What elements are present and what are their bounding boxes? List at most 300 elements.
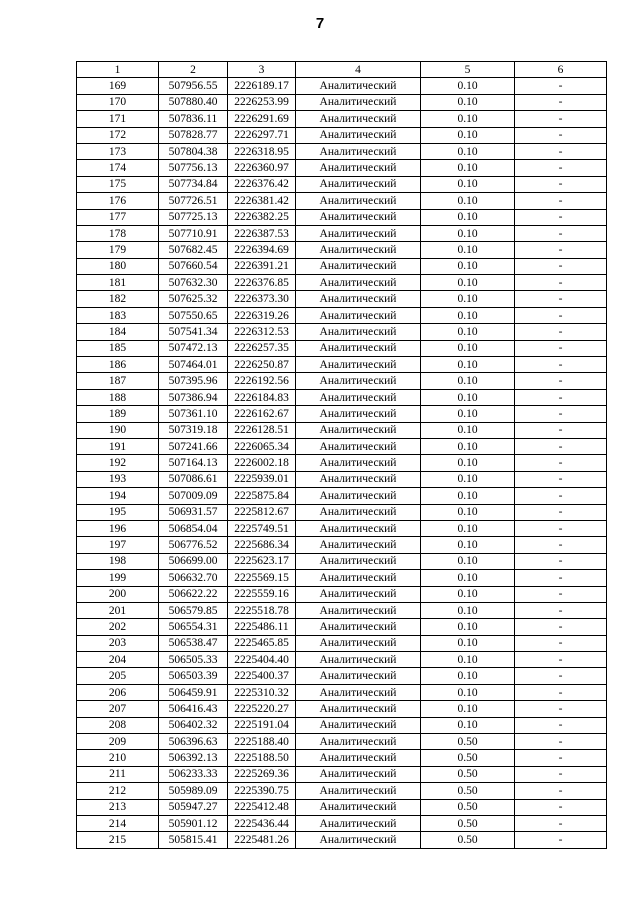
y-coordinate-cell: 2225481.26 <box>228 832 296 848</box>
table-row <box>77 750 607 766</box>
x-coordinate-cell: 507464.01 <box>159 357 228 373</box>
accuracy-cell: 0.10 <box>421 635 515 651</box>
table-row <box>77 734 607 750</box>
y-coordinate-cell: 2225559.16 <box>228 586 296 602</box>
table-row <box>77 537 607 553</box>
x-coordinate-cell: 507009.09 <box>159 488 228 504</box>
accuracy-cell: 0.10 <box>421 668 515 684</box>
table-row <box>77 701 607 717</box>
point-number-cell: 172 <box>77 127 159 143</box>
accuracy-cell: 0.10 <box>421 324 515 340</box>
x-coordinate-cell: 507319.18 <box>159 422 228 438</box>
remark-cell: - <box>515 717 607 733</box>
table-row <box>77 160 607 176</box>
point-number-cell: 190 <box>77 422 159 438</box>
y-coordinate-cell: 2225812.67 <box>228 504 296 520</box>
table-row <box>77 471 607 487</box>
point-number-cell: 199 <box>77 570 159 586</box>
column-header-5: 5 <box>421 62 515 78</box>
method-cell: Аналитический <box>296 111 421 127</box>
method-cell: Аналитический <box>296 225 421 241</box>
method-cell: Аналитический <box>296 291 421 307</box>
accuracy-cell: 0.10 <box>421 586 515 602</box>
table-row <box>77 832 607 848</box>
y-coordinate-cell: 2225404.40 <box>228 652 296 668</box>
accuracy-cell: 0.10 <box>421 340 515 356</box>
point-number-cell: 188 <box>77 389 159 405</box>
y-coordinate-cell: 2225188.40 <box>228 734 296 750</box>
point-number-cell: 202 <box>77 619 159 635</box>
point-number-cell: 204 <box>77 652 159 668</box>
y-coordinate-cell: 2225412.48 <box>228 799 296 815</box>
table-row <box>77 766 607 782</box>
method-cell: Аналитический <box>296 406 421 422</box>
table-row <box>77 143 607 159</box>
table-row <box>77 373 607 389</box>
table-row <box>77 389 607 405</box>
method-cell: Аналитический <box>296 750 421 766</box>
x-coordinate-cell: 506776.52 <box>159 537 228 553</box>
point-number-cell: 176 <box>77 193 159 209</box>
point-number-cell: 181 <box>77 275 159 291</box>
y-coordinate-cell: 2226319.26 <box>228 307 296 323</box>
point-number-cell: 169 <box>77 78 159 94</box>
x-coordinate-cell: 506632.70 <box>159 570 228 586</box>
x-coordinate-cell: 506854.04 <box>159 520 228 536</box>
table-row <box>77 176 607 192</box>
remark-cell: - <box>515 570 607 586</box>
remark-cell: - <box>515 225 607 241</box>
column-header-3: 3 <box>228 62 296 78</box>
x-coordinate-cell: 506392.13 <box>159 750 228 766</box>
x-coordinate-cell: 505815.41 <box>159 832 228 848</box>
accuracy-cell: 0.50 <box>421 766 515 782</box>
point-number-cell: 215 <box>77 832 159 848</box>
x-coordinate-cell: 506579.85 <box>159 602 228 618</box>
y-coordinate-cell: 2225188.50 <box>228 750 296 766</box>
accuracy-cell: 0.10 <box>421 488 515 504</box>
accuracy-cell: 0.10 <box>421 94 515 110</box>
accuracy-cell: 0.10 <box>421 701 515 717</box>
remark-cell: - <box>515 78 607 94</box>
y-coordinate-cell: 2226394.69 <box>228 242 296 258</box>
y-coordinate-cell: 2225400.37 <box>228 668 296 684</box>
method-cell: Аналитический <box>296 766 421 782</box>
accuracy-cell: 0.10 <box>421 225 515 241</box>
accuracy-cell: 0.10 <box>421 291 515 307</box>
remark-cell: - <box>515 143 607 159</box>
y-coordinate-cell: 2226192.56 <box>228 373 296 389</box>
method-cell: Аналитический <box>296 176 421 192</box>
remark-cell: - <box>515 307 607 323</box>
table-row <box>77 242 607 258</box>
accuracy-cell: 0.10 <box>421 406 515 422</box>
accuracy-cell: 0.50 <box>421 750 515 766</box>
accuracy-cell: 0.10 <box>421 553 515 569</box>
table-row <box>77 783 607 799</box>
table-row <box>77 225 607 241</box>
x-coordinate-cell: 507682.45 <box>159 242 228 258</box>
x-coordinate-cell: 507164.13 <box>159 455 228 471</box>
y-coordinate-cell: 2225390.75 <box>228 783 296 799</box>
table-row <box>77 127 607 143</box>
table-row <box>77 520 607 536</box>
table-row <box>77 717 607 733</box>
y-coordinate-cell: 2225749.51 <box>228 520 296 536</box>
x-coordinate-cell: 507710.91 <box>159 225 228 241</box>
accuracy-cell: 0.10 <box>421 258 515 274</box>
method-cell: Аналитический <box>296 619 421 635</box>
remark-cell: - <box>515 701 607 717</box>
accuracy-cell: 0.10 <box>421 652 515 668</box>
x-coordinate-cell: 507361.10 <box>159 406 228 422</box>
x-coordinate-cell: 507725.13 <box>159 209 228 225</box>
remark-cell: - <box>515 537 607 553</box>
point-number-cell: 187 <box>77 373 159 389</box>
x-coordinate-cell: 506554.31 <box>159 619 228 635</box>
accuracy-cell: 0.10 <box>421 78 515 94</box>
y-coordinate-cell: 2225518.78 <box>228 602 296 618</box>
y-coordinate-cell: 2226297.71 <box>228 127 296 143</box>
x-coordinate-cell: 506233.33 <box>159 766 228 782</box>
y-coordinate-cell: 2226373.30 <box>228 291 296 307</box>
table-row <box>77 488 607 504</box>
point-number-cell: 210 <box>77 750 159 766</box>
point-number-cell: 198 <box>77 553 159 569</box>
table-row <box>77 799 607 815</box>
point-number-cell: 179 <box>77 242 159 258</box>
table-row <box>77 455 607 471</box>
accuracy-cell: 0.10 <box>421 209 515 225</box>
x-coordinate-cell: 507541.34 <box>159 324 228 340</box>
point-number-cell: 171 <box>77 111 159 127</box>
remark-cell: - <box>515 553 607 569</box>
table-row <box>77 209 607 225</box>
table-row <box>77 193 607 209</box>
method-cell: Аналитический <box>296 438 421 454</box>
accuracy-cell: 0.10 <box>421 275 515 291</box>
accuracy-cell: 0.10 <box>421 504 515 520</box>
table-row <box>77 111 607 127</box>
y-coordinate-cell: 2226376.42 <box>228 176 296 192</box>
y-coordinate-cell: 2225220.27 <box>228 701 296 717</box>
method-cell: Аналитический <box>296 471 421 487</box>
point-number-cell: 208 <box>77 717 159 733</box>
y-coordinate-cell: 2225269.36 <box>228 766 296 782</box>
remark-cell: - <box>515 258 607 274</box>
table-header <box>77 62 607 78</box>
method-cell: Аналитический <box>296 275 421 291</box>
point-number-cell: 185 <box>77 340 159 356</box>
table-row <box>77 258 607 274</box>
x-coordinate-cell: 507956.55 <box>159 78 228 94</box>
point-number-cell: 180 <box>77 258 159 274</box>
table-row <box>77 307 607 323</box>
method-cell: Аналитический <box>296 684 421 700</box>
point-number-cell: 212 <box>77 783 159 799</box>
x-coordinate-cell: 507625.32 <box>159 291 228 307</box>
table-row <box>77 684 607 700</box>
accuracy-cell: 0.10 <box>421 619 515 635</box>
point-number-cell: 191 <box>77 438 159 454</box>
method-cell: Аналитический <box>296 143 421 159</box>
x-coordinate-cell: 507756.13 <box>159 160 228 176</box>
point-number-cell: 195 <box>77 504 159 520</box>
y-coordinate-cell: 2226381.42 <box>228 193 296 209</box>
y-coordinate-cell: 2226002.18 <box>228 455 296 471</box>
method-cell: Аналитический <box>296 94 421 110</box>
method-cell: Аналитический <box>296 193 421 209</box>
point-number-cell: 205 <box>77 668 159 684</box>
column-header-1: 1 <box>77 62 159 78</box>
method-cell: Аналитический <box>296 488 421 504</box>
method-cell: Аналитический <box>296 307 421 323</box>
method-cell: Аналитический <box>296 602 421 618</box>
accuracy-cell: 0.10 <box>421 143 515 159</box>
accuracy-cell: 0.10 <box>421 127 515 143</box>
y-coordinate-cell: 2225436.44 <box>228 815 296 831</box>
y-coordinate-cell: 2226312.53 <box>228 324 296 340</box>
method-cell: Аналитический <box>296 717 421 733</box>
point-number-cell: 207 <box>77 701 159 717</box>
y-coordinate-cell: 2226065.34 <box>228 438 296 454</box>
method-cell: Аналитический <box>296 258 421 274</box>
accuracy-cell: 0.10 <box>421 160 515 176</box>
x-coordinate-cell: 506538.47 <box>159 635 228 651</box>
table-row <box>77 438 607 454</box>
point-number-cell: 196 <box>77 520 159 536</box>
y-coordinate-cell: 2226291.69 <box>228 111 296 127</box>
y-coordinate-cell: 2226387.53 <box>228 225 296 241</box>
remark-cell: - <box>515 734 607 750</box>
point-number-cell: 211 <box>77 766 159 782</box>
table-row <box>77 635 607 651</box>
point-number-cell: 194 <box>77 488 159 504</box>
x-coordinate-cell: 505901.12 <box>159 815 228 831</box>
table-header-row <box>77 62 607 78</box>
method-cell: Аналитический <box>296 242 421 258</box>
x-coordinate-cell: 507241.66 <box>159 438 228 454</box>
accuracy-cell: 0.10 <box>421 307 515 323</box>
method-cell: Аналитический <box>296 832 421 848</box>
remark-cell: - <box>515 94 607 110</box>
accuracy-cell: 0.10 <box>421 242 515 258</box>
column-header-2: 2 <box>159 62 228 78</box>
point-number-cell: 173 <box>77 143 159 159</box>
remark-cell: - <box>515 783 607 799</box>
method-cell: Аналитический <box>296 78 421 94</box>
method-cell: Аналитический <box>296 799 421 815</box>
x-coordinate-cell: 507836.11 <box>159 111 228 127</box>
x-coordinate-cell: 506396.63 <box>159 734 228 750</box>
accuracy-cell: 0.10 <box>421 520 515 536</box>
remark-cell: - <box>515 668 607 684</box>
accuracy-cell: 0.10 <box>421 422 515 438</box>
accuracy-cell: 0.50 <box>421 815 515 831</box>
x-coordinate-cell: 507386.94 <box>159 389 228 405</box>
point-number-cell: 186 <box>77 357 159 373</box>
method-cell: Аналитический <box>296 324 421 340</box>
point-number-cell: 189 <box>77 406 159 422</box>
remark-cell: - <box>515 602 607 618</box>
remark-cell: - <box>515 635 607 651</box>
point-number-cell: 170 <box>77 94 159 110</box>
remark-cell: - <box>515 389 607 405</box>
method-cell: Аналитический <box>296 701 421 717</box>
point-number-cell: 197 <box>77 537 159 553</box>
point-number-cell: 213 <box>77 799 159 815</box>
y-coordinate-cell: 2226257.35 <box>228 340 296 356</box>
x-coordinate-cell: 507550.65 <box>159 307 228 323</box>
point-number-cell: 214 <box>77 815 159 831</box>
remark-cell: - <box>515 373 607 389</box>
x-coordinate-cell: 506622.22 <box>159 586 228 602</box>
method-cell: Аналитический <box>296 668 421 684</box>
x-coordinate-cell: 506503.39 <box>159 668 228 684</box>
remark-cell: - <box>515 438 607 454</box>
accuracy-cell: 0.10 <box>421 684 515 700</box>
page-number: 7 <box>315 15 325 32</box>
remark-cell: - <box>515 111 607 127</box>
y-coordinate-cell: 2226391.21 <box>228 258 296 274</box>
point-number-cell: 203 <box>77 635 159 651</box>
accuracy-cell: 0.10 <box>421 438 515 454</box>
method-cell: Аналитический <box>296 160 421 176</box>
y-coordinate-cell: 2226376.85 <box>228 275 296 291</box>
method-cell: Аналитический <box>296 586 421 602</box>
coordinates-table <box>76 61 607 849</box>
accuracy-cell: 0.50 <box>421 783 515 799</box>
table-row <box>77 78 607 94</box>
method-cell: Аналитический <box>296 455 421 471</box>
accuracy-cell: 0.10 <box>421 471 515 487</box>
x-coordinate-cell: 507632.30 <box>159 275 228 291</box>
y-coordinate-cell: 2225486.11 <box>228 619 296 635</box>
remark-cell: - <box>515 291 607 307</box>
table-row <box>77 504 607 520</box>
table-row <box>77 94 607 110</box>
point-number-cell: 201 <box>77 602 159 618</box>
y-coordinate-cell: 2226184.83 <box>228 389 296 405</box>
x-coordinate-cell: 507880.40 <box>159 94 228 110</box>
remark-cell: - <box>515 357 607 373</box>
table-row <box>77 406 607 422</box>
point-number-cell: 209 <box>77 734 159 750</box>
table-row <box>77 570 607 586</box>
y-coordinate-cell: 2225623.17 <box>228 553 296 569</box>
y-coordinate-cell: 2226253.99 <box>228 94 296 110</box>
y-coordinate-cell: 2225686.34 <box>228 537 296 553</box>
y-coordinate-cell: 2225465.85 <box>228 635 296 651</box>
column-header-6: 6 <box>515 62 607 78</box>
accuracy-cell: 0.10 <box>421 357 515 373</box>
x-coordinate-cell: 507828.77 <box>159 127 228 143</box>
method-cell: Аналитический <box>296 127 421 143</box>
remark-cell: - <box>515 193 607 209</box>
point-number-cell: 183 <box>77 307 159 323</box>
accuracy-cell: 0.10 <box>421 570 515 586</box>
table-row <box>77 668 607 684</box>
point-number-cell: 206 <box>77 684 159 700</box>
x-coordinate-cell: 506505.33 <box>159 652 228 668</box>
table-row <box>77 291 607 307</box>
x-coordinate-cell: 507726.51 <box>159 193 228 209</box>
accuracy-cell: 0.10 <box>421 717 515 733</box>
x-coordinate-cell: 506416.43 <box>159 701 228 717</box>
table-row <box>77 652 607 668</box>
point-number-cell: 184 <box>77 324 159 340</box>
remark-cell: - <box>515 504 607 520</box>
method-cell: Аналитический <box>296 783 421 799</box>
x-coordinate-cell: 507734.84 <box>159 176 228 192</box>
remark-cell: - <box>515 766 607 782</box>
accuracy-cell: 0.10 <box>421 193 515 209</box>
remark-cell: - <box>515 209 607 225</box>
point-number-cell: 182 <box>77 291 159 307</box>
table-row <box>77 619 607 635</box>
method-cell: Аналитический <box>296 520 421 536</box>
method-cell: Аналитический <box>296 652 421 668</box>
accuracy-cell: 0.50 <box>421 799 515 815</box>
y-coordinate-cell: 2226128.51 <box>228 422 296 438</box>
method-cell: Аналитический <box>296 553 421 569</box>
remark-cell: - <box>515 586 607 602</box>
y-coordinate-cell: 2225875.84 <box>228 488 296 504</box>
point-number-cell: 200 <box>77 586 159 602</box>
remark-cell: - <box>515 488 607 504</box>
method-cell: Аналитический <box>296 635 421 651</box>
method-cell: Аналитический <box>296 504 421 520</box>
remark-cell: - <box>515 750 607 766</box>
table-row <box>77 357 607 373</box>
table-row <box>77 602 607 618</box>
remark-cell: - <box>515 520 607 536</box>
x-coordinate-cell: 506402.32 <box>159 717 228 733</box>
y-coordinate-cell: 2226318.95 <box>228 143 296 159</box>
y-coordinate-cell: 2226360.97 <box>228 160 296 176</box>
accuracy-cell: 0.50 <box>421 734 515 750</box>
point-number-cell: 193 <box>77 471 159 487</box>
table-row <box>77 553 607 569</box>
remark-cell: - <box>515 832 607 848</box>
point-number-cell: 177 <box>77 209 159 225</box>
remark-cell: - <box>515 340 607 356</box>
accuracy-cell: 0.50 <box>421 832 515 848</box>
y-coordinate-cell: 2226189.17 <box>228 78 296 94</box>
y-coordinate-cell: 2226382.25 <box>228 209 296 225</box>
method-cell: Аналитический <box>296 357 421 373</box>
remark-cell: - <box>515 455 607 471</box>
remark-cell: - <box>515 799 607 815</box>
x-coordinate-cell: 507472.13 <box>159 340 228 356</box>
y-coordinate-cell: 2226250.87 <box>228 357 296 373</box>
x-coordinate-cell: 506699.00 <box>159 553 228 569</box>
table-row <box>77 815 607 831</box>
y-coordinate-cell: 2225191.04 <box>228 717 296 733</box>
remark-cell: - <box>515 619 607 635</box>
x-coordinate-cell: 505947.27 <box>159 799 228 815</box>
method-cell: Аналитический <box>296 209 421 225</box>
point-number-cell: 192 <box>77 455 159 471</box>
x-coordinate-cell: 506931.57 <box>159 504 228 520</box>
y-coordinate-cell: 2225939.01 <box>228 471 296 487</box>
point-number-cell: 178 <box>77 225 159 241</box>
remark-cell: - <box>515 324 607 340</box>
method-cell: Аналитический <box>296 422 421 438</box>
table-row <box>77 422 607 438</box>
x-coordinate-cell: 507804.38 <box>159 143 228 159</box>
remark-cell: - <box>515 406 607 422</box>
